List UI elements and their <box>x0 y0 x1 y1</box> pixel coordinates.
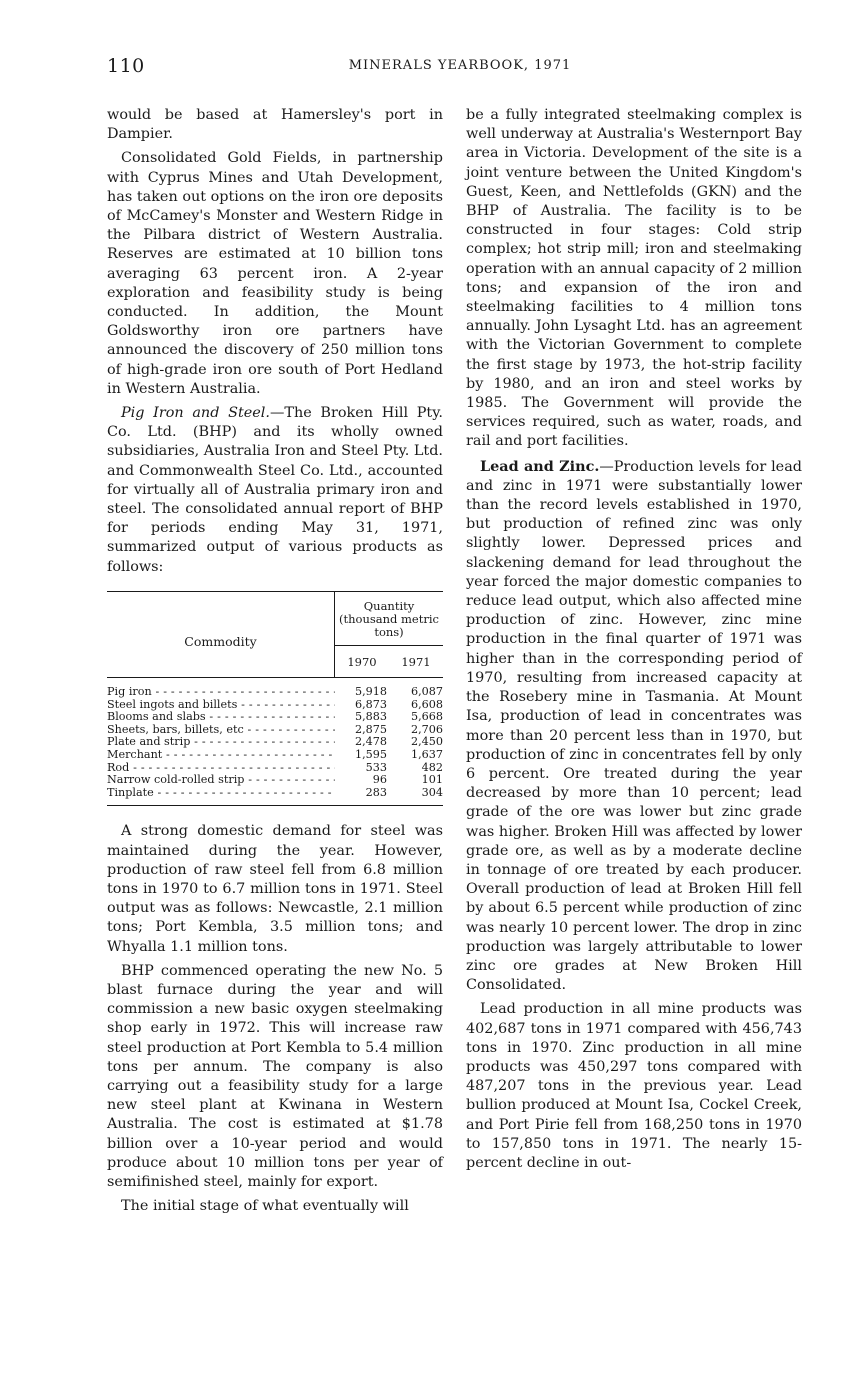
running-title: MINERALS YEARBOOK, 1971 <box>348 58 572 73</box>
paragraph: The initial stage of what eventually will <box>121 1198 409 1215</box>
paragraph: Lead production in all mine products was 402,687 tons in 1971 compared with 456,743 tons in 1970. Zinc production in all mine products was 450,297 tons compared with 487,207 tons in the previous year. Lead bullion produced at Mount Isa, Cockel Creek, and Port Pirie fell from 168,250 tons in 1970 to 157,850 tons in 1971. The nearly 15-percent decline in out- <box>466 1001 802 1171</box>
table-row <box>107 686 443 699</box>
value-1970: 6,873 <box>354 697 387 711</box>
value-1970: 5,883 <box>354 710 387 724</box>
value-1971: 101 <box>421 773 443 787</box>
commodity-name: Steel ingots and billets - - - <box>107 699 335 712</box>
commodity-column-header: Commodity <box>184 633 257 649</box>
table-row <box>107 711 443 724</box>
quantity-column-header: Quantity (thousand metric tons) <box>335 592 443 646</box>
value-1971: 482 <box>421 760 443 774</box>
paragraph: would be based at Hamersley's port in Dampier. <box>107 107 443 143</box>
paragraph: BHP commenced operating the new No. 5 blast furnace during the year and will commission a new basic oxygen steelmaking shop early in 1972. This will increase raw steel production at Port Kembla to 5.4 million tons per annum. The company is also carrying out a feasibility study for a large new steel plant at Kwinana in Western Australia. The cost is estimated at $1.78 billion over a 10-year period and would produce about 10 million tons per year of semifinished steel, mainly for export. <box>107 962 443 1191</box>
value-1971: 6,087 <box>410 685 443 699</box>
value-1970: 5,918 <box>354 685 387 699</box>
table-header <box>107 592 443 678</box>
commodity-name: Rod - - - <box>107 762 335 775</box>
year-1971-header: 1971 <box>401 654 431 669</box>
page-number: 110 <box>107 55 145 77</box>
table-row <box>107 749 443 762</box>
paragraph <box>107 404 443 577</box>
year-1970-header: 1970 <box>347 654 377 669</box>
year-headers <box>335 646 443 677</box>
table-row <box>107 762 443 775</box>
value-1970: 96 <box>372 773 387 787</box>
commodity-name: Sheets, bars, billets, etc - - - <box>107 724 335 737</box>
quantity-column-group <box>334 592 443 677</box>
table-row <box>107 724 443 737</box>
table-row <box>107 774 443 787</box>
value-1971: 1,637 <box>410 748 443 762</box>
value-1970: 1,595 <box>354 748 387 762</box>
paragraph-text: —The Broken Hill Pty. Co. Ltd. (BHP) and its wholly owned subsidiaries, Australia Iron and Steel Pty. Ltd. and Commonwealth Steel Co. Ltd., accounted for virtually all of Australia primary iron and steel. The consolidated annual report of BHP for periods ending May 31, 1971, summarized output of various products as follows: <box>107 405 443 575</box>
paragraph <box>466 457 802 996</box>
production-table <box>107 591 443 807</box>
commodity-name: Plate and strip - - - <box>107 736 335 749</box>
commodity-name: Blooms and slabs - - - <box>107 711 335 724</box>
value-1970: 2,478 <box>354 735 387 749</box>
table-body <box>107 678 443 805</box>
section-heading: Lead and Zinc. <box>480 457 600 475</box>
table-row <box>107 787 443 800</box>
commodity-name: Tinplate - - - <box>107 787 335 800</box>
value-1971: 2,450 <box>410 735 443 749</box>
table-row <box>107 699 443 712</box>
commodity-name: Pig iron - - - <box>107 686 335 699</box>
commodity-name: Merchant - - - <box>107 749 335 762</box>
value-1970: 2,875 <box>354 722 387 736</box>
left-column <box>107 106 443 1221</box>
value-1971: 304 <box>421 785 443 799</box>
paragraph: A strong domestic demand for steel was maintained during the year. However, production of raw steel fell from 6.8 million tons in 1970 to 6.7 million tons in 1971. Steel output was as follows: Newcastle, 2.1 million tons; Port Kembla, 3.5 million tons; and Whyalla 1.1 million tons. <box>107 823 443 955</box>
commodity-name: Narrow cold-rolled strip - - - <box>107 774 335 787</box>
value-1971: 6,608 <box>410 697 443 711</box>
value-1970: 283 <box>365 785 387 799</box>
value-1971: 2,706 <box>410 722 443 736</box>
section-heading: Pig Iron and Steel. <box>121 405 270 422</box>
paragraph: be a fully integrated steelmaking complex is well underway at Australia's Westernport Bay area in Victoria. Development of the site is a joint venture between the United Kingdom's Guest, Keen, and Nettlefolds (GKN) and the BHP of Australia. The facility is to be constructed in four stages: Cold strip complex; hot strip mill; iron and steelmaking operation with an annual capacity of 2 million tons; and expansion of the iron and steelmaking facilities to 4 million tons annually. John Lysaght Ltd. has an agreement with the Victorian Government to complete the first stage by 1973, the hot-strip facility by 1980, and an iron and steel works by 1985. The Government will provide the services required, such as water, roads, and rail and port facilities. <box>466 107 802 450</box>
table-row <box>107 736 443 749</box>
right-column <box>466 106 802 1178</box>
paragraph: Consolidated Gold Fields, in partnership with Cyprus Mines and Utah Development, has taken out options on the iron ore deposits of McCamey's Monster and Western Ridge in the Pilbara district of Western Australia. Reserves are estimated at 10 billion tons averaging 63 percent iron. A 2-year exploration and feasibility study is being conducted. In addition, the Mount Goldsworthy iron ore partners have announced the discovery of 250 million tons of high-grade iron ore south of Port Hedland in Western Australia. <box>107 150 443 397</box>
paragraph-text: —Production levels for lead and zinc in 1971 were substantially lower than the record levels established in 1970, but production of refined zinc was only slightly lower. Depressed prices and slackening demand for lead throughout the year forced the major domestic companies to reduce lead output, which also affected mine production of zinc. However, zinc mine production in the final quarter of 1971 was higher than in the corresponding period of 1970, resulting from increased capacity at the Rosebery mine in Tasmania. At Mount Isa, production of lead in concentrates was more than 20 percent less than in 1970, but production of zinc in concentrates fell by only 6 percent. Ore treated during the year decreased by more than 10 percent; lead grade of the ore was lower but zinc grade was higher. Broken Hill was affected by lower grade ore, as well as by a moderate decline in tonnage of ore treated by each producer. Overall production of lead at Broken Hill fell by about 6.5 percent while production of zinc was nearly 10 percent lower. The drop in zinc production was largely attributable to lower zinc ore grades at New Broken Hill Consolidated. <box>466 458 802 994</box>
value-1970: 533 <box>365 760 387 774</box>
value-1971: 5,668 <box>410 710 443 724</box>
